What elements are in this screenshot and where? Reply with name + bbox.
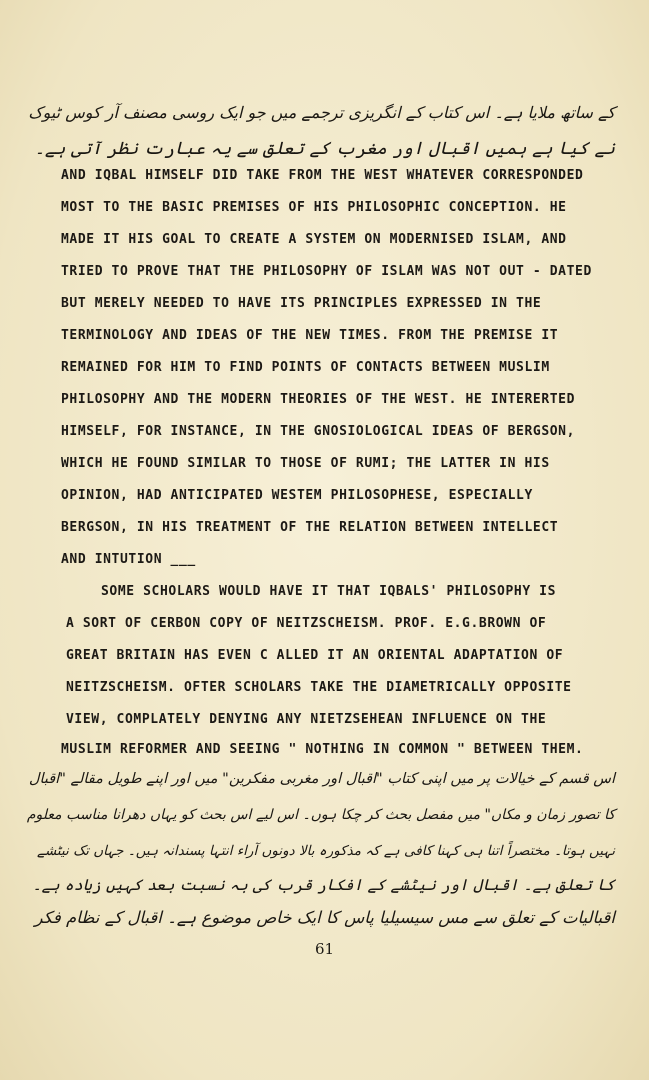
english-quote-line-19: MUSLIM REFORMER AND SEEING " NOTHING IN COMMON " BETWEEN THEM.: [61, 742, 584, 757]
urdu-bottom-line-2: کا تصور زمان و مکاں" میں مفصل بحث کر چکا ہوں۔ اس لیے اس بحث کو یہاں دھرانا مناسب معلوم: [26, 807, 615, 823]
urdu-bottom-line-4: کا تعلق ہے۔ اقبال اور نیٹشے کے افکار قرب کی بہ نسبت بعد کہیں زیادہ ہے۔: [32, 876, 615, 894]
english-quote-line-13: AND INTUTION ___: [61, 552, 196, 567]
urdu-bottom-line-5: اقبالیات کے تعلق سے مس سیسیلیا پاس کا ایک خاص موضوع ہے۔ اقبال کے نظام فکر: [34, 908, 615, 927]
urdu-top-line-1: کے ساتھ ملایا ہے۔ اس کتاب کے انگریزی ترجمے میں جو ایک روسی مصنف آر کوس ٹیوک: [28, 103, 615, 122]
english-quote-line-5: BUT MERELY NEEDED TO HAVE ITS PRINCIPLES EXPRESSED IN THE: [61, 296, 542, 311]
urdu-bottom-line-1: اس قسم کے خیالات پر میں اپنی کتاب "اقبال اور مغربی مفکرین" میں اور اپنے طویل مقالے "اقبال: [28, 771, 615, 787]
english-quote-line-1: AND IQBAL HIMSELF DID TAKE FROM THE WEST WHATEVER CORRESPONDED: [61, 168, 584, 183]
english-quote-line-3: MADE IT HIS GOAL TO CREATE A SYSTEM ON MODERNISED ISLAM, AND: [61, 232, 567, 247]
english-quote-line-14: SOME SCHOLARS WOULD HAVE IT THAT IQBALS' PHILOSOPHY IS: [101, 584, 557, 599]
page-number: 61: [314, 940, 335, 958]
urdu-top-line-2: نے کیا ہے ہمیں اقبال اور مغرب کے تعلق سے یہ عبارت نظر آتی ہے۔: [34, 139, 615, 159]
english-quote-line-4: TRIED TO PROVE THAT THE PHILOSOPHY OF ISLAM WAS NOT OUT - DATED: [61, 264, 592, 279]
english-quote-line-8: PHILOSOPHY AND THE MODERN THEORIES OF THE WEST. HE INTERERTED: [61, 392, 576, 407]
english-quote-line-11: OPINION, HAD ANTICIPATED WESTEM PHILOSOPHESE, ESPECIALLY: [61, 488, 533, 503]
english-quote-line-15: A SORT OF CERBON COPY OF NEITZSCHEISM. PROF. E.G.BROWN OF: [66, 616, 547, 631]
english-quote-line-2: MOST TO THE BASIC PREMISES OF HIS PHILOSOPHIC CONCEPTION. HE: [61, 200, 567, 215]
english-quote-line-17: NEITZSCHEISM. OFTER SCHOLARS TAKE THE DIAMETRICALLY OPPOSITE: [66, 680, 572, 695]
english-quote-line-6: TERMINOLOGY AND IDEAS OF THE NEW TIMES. FROM THE PREMISE IT: [61, 328, 559, 343]
english-quote-line-16: GREAT BRITAIN HAS EVEN C ALLED IT AN ORIENTAL ADAPTATION OF: [66, 648, 564, 663]
english-quote-line-7: REMAINED FOR HIM TO FIND POINTS OF CONTACTS BETWEEN MUSLIM: [61, 360, 550, 375]
english-quote-line-9: HIMSELF, FOR INSTANCE, IN THE GNOSIOLOGICAL IDEAS OF BERGSON,: [61, 424, 576, 439]
english-quote-line-12: BERGSON, IN HIS TREATMENT OF THE RELATION BETWEEN INTELLECT: [61, 520, 559, 535]
urdu-bottom-line-3: نہیں ہوتا۔ مختصراً اتنا ہی کہنا کافی ہے کہ مذکورہ بالا دونوں آراء انتہا پسندانہ ہیں۔ جہاں تک نیٹشے: [36, 843, 615, 859]
english-quote-line-10: WHICH HE FOUND SIMILAR TO THOSE OF RUMI; THE LATTER IN HIS: [61, 456, 550, 471]
english-quote-line-18: VIEW, COMPLATELY DENYING ANY NIETZSEHEAN INFLUENCE ON THE: [66, 712, 547, 727]
